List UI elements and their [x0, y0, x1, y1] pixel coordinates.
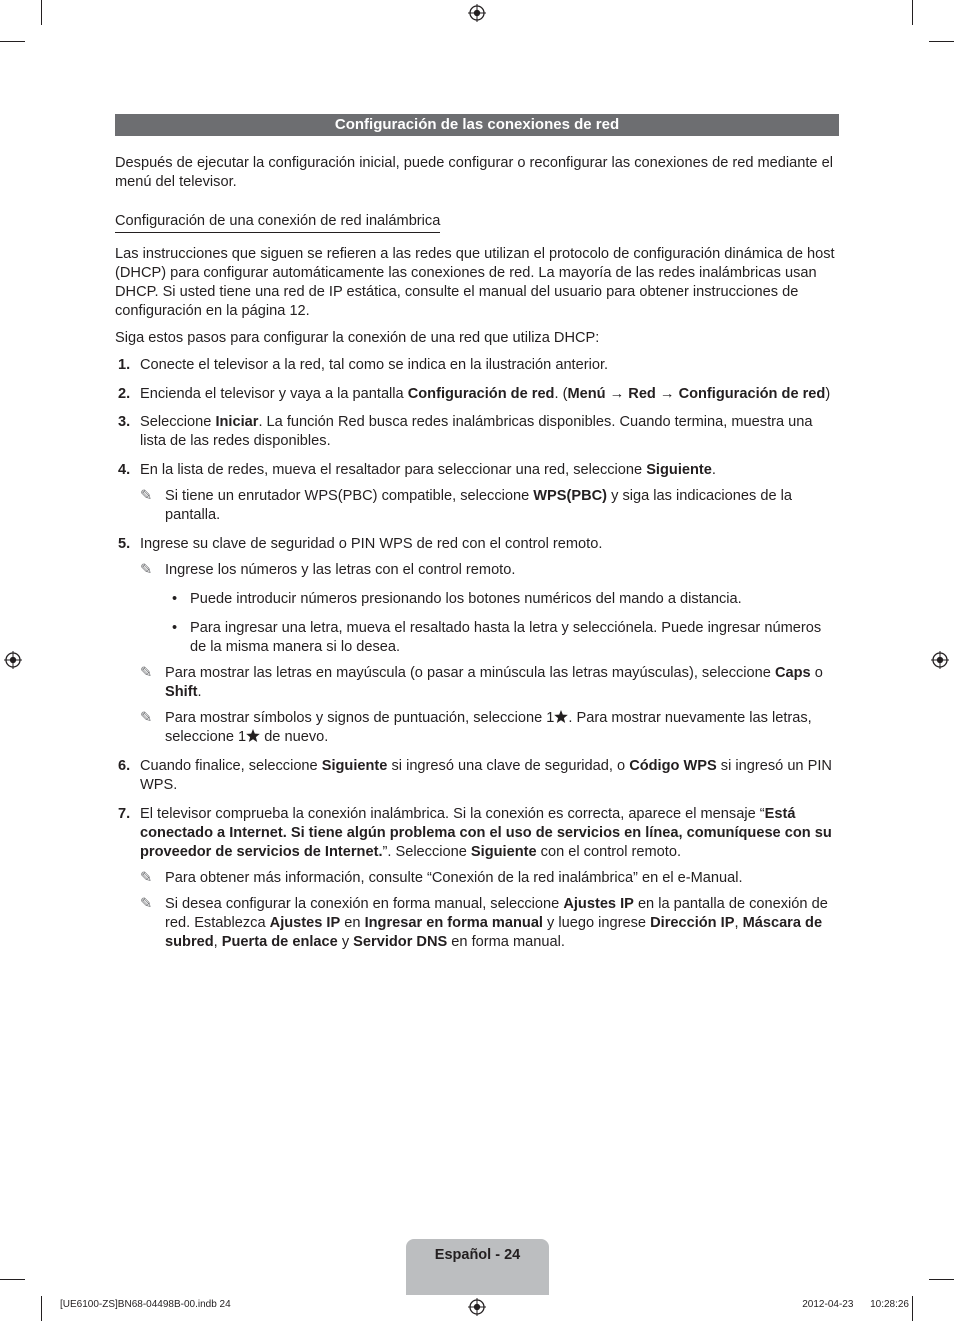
crop-mark — [929, 1279, 954, 1280]
note-pencil-icon: ✎ — [140, 896, 153, 912]
crop-mark — [929, 41, 954, 42]
step-number: 5. — [118, 536, 131, 552]
note-item — [115, 869, 841, 888]
step-text: . ( — [554, 386, 568, 402]
message-text: Está conectado a Internet. Si tiene algún problema con el uso de servicios en línea, comuníquese con su proveedor de servicios de Internet. — [140, 806, 832, 860]
step-text: si ingresó un PIN WPS. — [140, 758, 832, 793]
bullet-item — [115, 590, 841, 609]
step-item — [115, 356, 841, 375]
step-item — [115, 413, 841, 451]
step-text: Ingrese su clave de seguridad o PIN WPS de red con el control remoto. — [140, 536, 603, 552]
bullet-dot: • — [172, 591, 178, 607]
step-text: Encienda el televisor y vaya a la pantalla — [140, 386, 408, 402]
bullet-text: Para ingresar una letra, mueva el resaltado hasta la letra y selecciónela. Puede ingresar números de la misma manera si lo desea. — [190, 620, 822, 655]
registration-mark-icon — [468, 4, 486, 22]
section-title: Configuración de las conexiones de red — [115, 114, 839, 136]
note-text: Si tiene un enrutador WPS(PBC) compatible, seleccione — [165, 488, 534, 504]
note-text: Ingrese los números y las letras con el control remoto. — [165, 562, 516, 578]
step-text: si ingresó una clave de seguridad, o — [387, 758, 630, 774]
menu-term: Servidor DNS — [353, 934, 448, 950]
star-icon — [554, 710, 568, 723]
menu-term: Ajustes IP — [269, 915, 341, 931]
note-item — [115, 561, 841, 580]
registration-mark-icon — [468, 1298, 486, 1316]
note-text: en la pantalla de conexión de red. Establezca — [165, 896, 828, 931]
steps-intro: Siga estos pasos para configurar la conexión de una red que utiliza DHCP: — [115, 330, 600, 346]
step-text: con el control remoto. — [536, 844, 681, 860]
note-item — [115, 664, 841, 702]
key-term: Caps — [774, 665, 811, 681]
note-text: o — [810, 665, 823, 681]
key-term: Shift — [165, 684, 198, 700]
menu-term: Ingresar en forma manual — [364, 915, 543, 931]
subheading: Configuración de una conexión de red inalámbrica — [115, 212, 440, 233]
crop-mark — [41, 0, 42, 25]
menu-term: WPS(PBC) — [533, 488, 608, 504]
crop-mark — [912, 0, 913, 25]
step-item — [115, 461, 841, 480]
date-slug: 2012-04-23 10:28:26 — [802, 1299, 909, 1310]
step-number: 2. — [118, 386, 131, 402]
step-number: 6. — [118, 758, 131, 774]
note-item — [115, 895, 841, 952]
bullet-dot: • — [172, 620, 178, 636]
step-text: . — [711, 462, 716, 478]
note-pencil-icon: ✎ — [140, 870, 153, 886]
step-text: El televisor comprueba la conexión inalámbrica. Si la conexión es correcta, aparece el mensaje “ — [140, 806, 765, 822]
step-text: Seleccione — [140, 414, 216, 430]
note-pencil-icon: ✎ — [140, 488, 153, 504]
step-text: En la lista de redes, mueva el resaltador para seleccionar una red, seleccione — [140, 462, 647, 478]
bullet-item — [115, 619, 841, 657]
menu-term: Configuración de red — [407, 386, 555, 402]
step-text: Cuando finalice, seleccione — [140, 758, 322, 774]
note-text: y luego ingrese — [543, 915, 651, 931]
step-number: 1. — [118, 357, 131, 373]
note-text: , — [213, 934, 222, 950]
note-text: y — [337, 934, 354, 950]
note-text: en — [340, 915, 365, 931]
menu-term: Puerta de enlace — [221, 934, 338, 950]
step-number: 7. — [118, 806, 131, 822]
note-text: en forma manual. — [447, 934, 565, 950]
menu-term: Siguiente — [646, 462, 712, 478]
note-text: , — [734, 915, 743, 931]
step-number: 4. — [118, 462, 131, 478]
registration-mark-icon — [4, 651, 22, 669]
menu-term: Siguiente — [470, 844, 537, 860]
note-pencil-icon: ✎ — [140, 562, 153, 578]
arrow-text: → — [655, 386, 679, 402]
page-content — [115, 154, 841, 952]
bullet-text: Puede introducir números presionando los botones numéricos del mando a distancia. — [190, 591, 742, 607]
menu-term: Menú — [567, 386, 606, 402]
menu-term: Red — [628, 386, 656, 402]
dhcp-paragraph: Las instrucciones que siguen se refieren a las redes que utilizan el protocolo de configuración dinámica de host (DHCP) para configurar automáticamente las conexiones de red. La mayoría de las redes inalámbricas usan DHCP. Si usted tiene una red de IP estática, consulte el manual del usuario para obtener instrucciones de configuración en la página 12. — [115, 246, 835, 319]
note-text: Para mostrar las letras en mayúscula (o pasar a minúscula las letras mayúsculas), seleccione — [165, 665, 775, 681]
crop-mark — [0, 41, 25, 42]
menu-term: Ajustes IP — [563, 896, 634, 912]
note-text: y siga las indicaciones de la pantalla. — [165, 488, 793, 523]
menu-term: Iniciar — [215, 414, 259, 430]
note-pencil-icon: ✎ — [140, 710, 153, 726]
step-number: 3. — [118, 414, 131, 430]
note-text: Si desea configurar la conexión en forma manual, seleccione — [165, 896, 564, 912]
step-item — [115, 805, 841, 862]
menu-term: Configuración de red — [678, 386, 826, 402]
star-icon — [246, 729, 260, 742]
crop-mark — [0, 1279, 25, 1280]
note-text: de nuevo. — [260, 729, 329, 745]
menu-term: Código WPS — [629, 758, 717, 774]
menu-term: Dirección IP — [650, 915, 735, 931]
arrow-text: → — [605, 386, 629, 402]
crop-mark — [41, 1296, 42, 1321]
registration-mark-icon — [931, 651, 949, 669]
note-text: Para obtener más información, consulte “Conexión de la red inalámbrica” en el e-Manual. — [165, 870, 743, 886]
step-text: ”. Seleccione — [382, 844, 471, 860]
file-slug: [UE6100-ZS]BN68-04498B-00.indb 24 — [60, 1299, 231, 1310]
note-pencil-icon: ✎ — [140, 665, 153, 681]
note-text: . — [197, 684, 202, 700]
crop-mark — [912, 1296, 913, 1321]
intro-paragraph: Después de ejecutar la configuración inicial, puede configurar o reconfigurar las conexiones de red mediante el menú del televisor. — [115, 155, 833, 190]
menu-term: Máscara de subred — [165, 915, 823, 950]
step-item — [115, 535, 841, 554]
note-text: Para mostrar símbolos y signos de puntuación, seleccione 1 — [165, 710, 555, 726]
note-text: . Para mostrar nuevamente las letras, seleccione 1 — [165, 710, 812, 745]
menu-term: Siguiente — [321, 758, 388, 774]
step-text: . La función Red busca redes inalámbricas disponibles. Cuando termina, muestra una lista de las redes disponibles. — [140, 414, 813, 449]
page-number-tab: Español - 24 — [406, 1239, 549, 1295]
step-item — [115, 757, 841, 795]
step-item — [115, 385, 841, 404]
step-text: Conecte el televisor a la red, tal como se indica en la ilustración anterior. — [140, 357, 609, 373]
step-text: ) — [825, 386, 831, 402]
note-item — [115, 709, 841, 747]
note-item — [115, 487, 841, 525]
